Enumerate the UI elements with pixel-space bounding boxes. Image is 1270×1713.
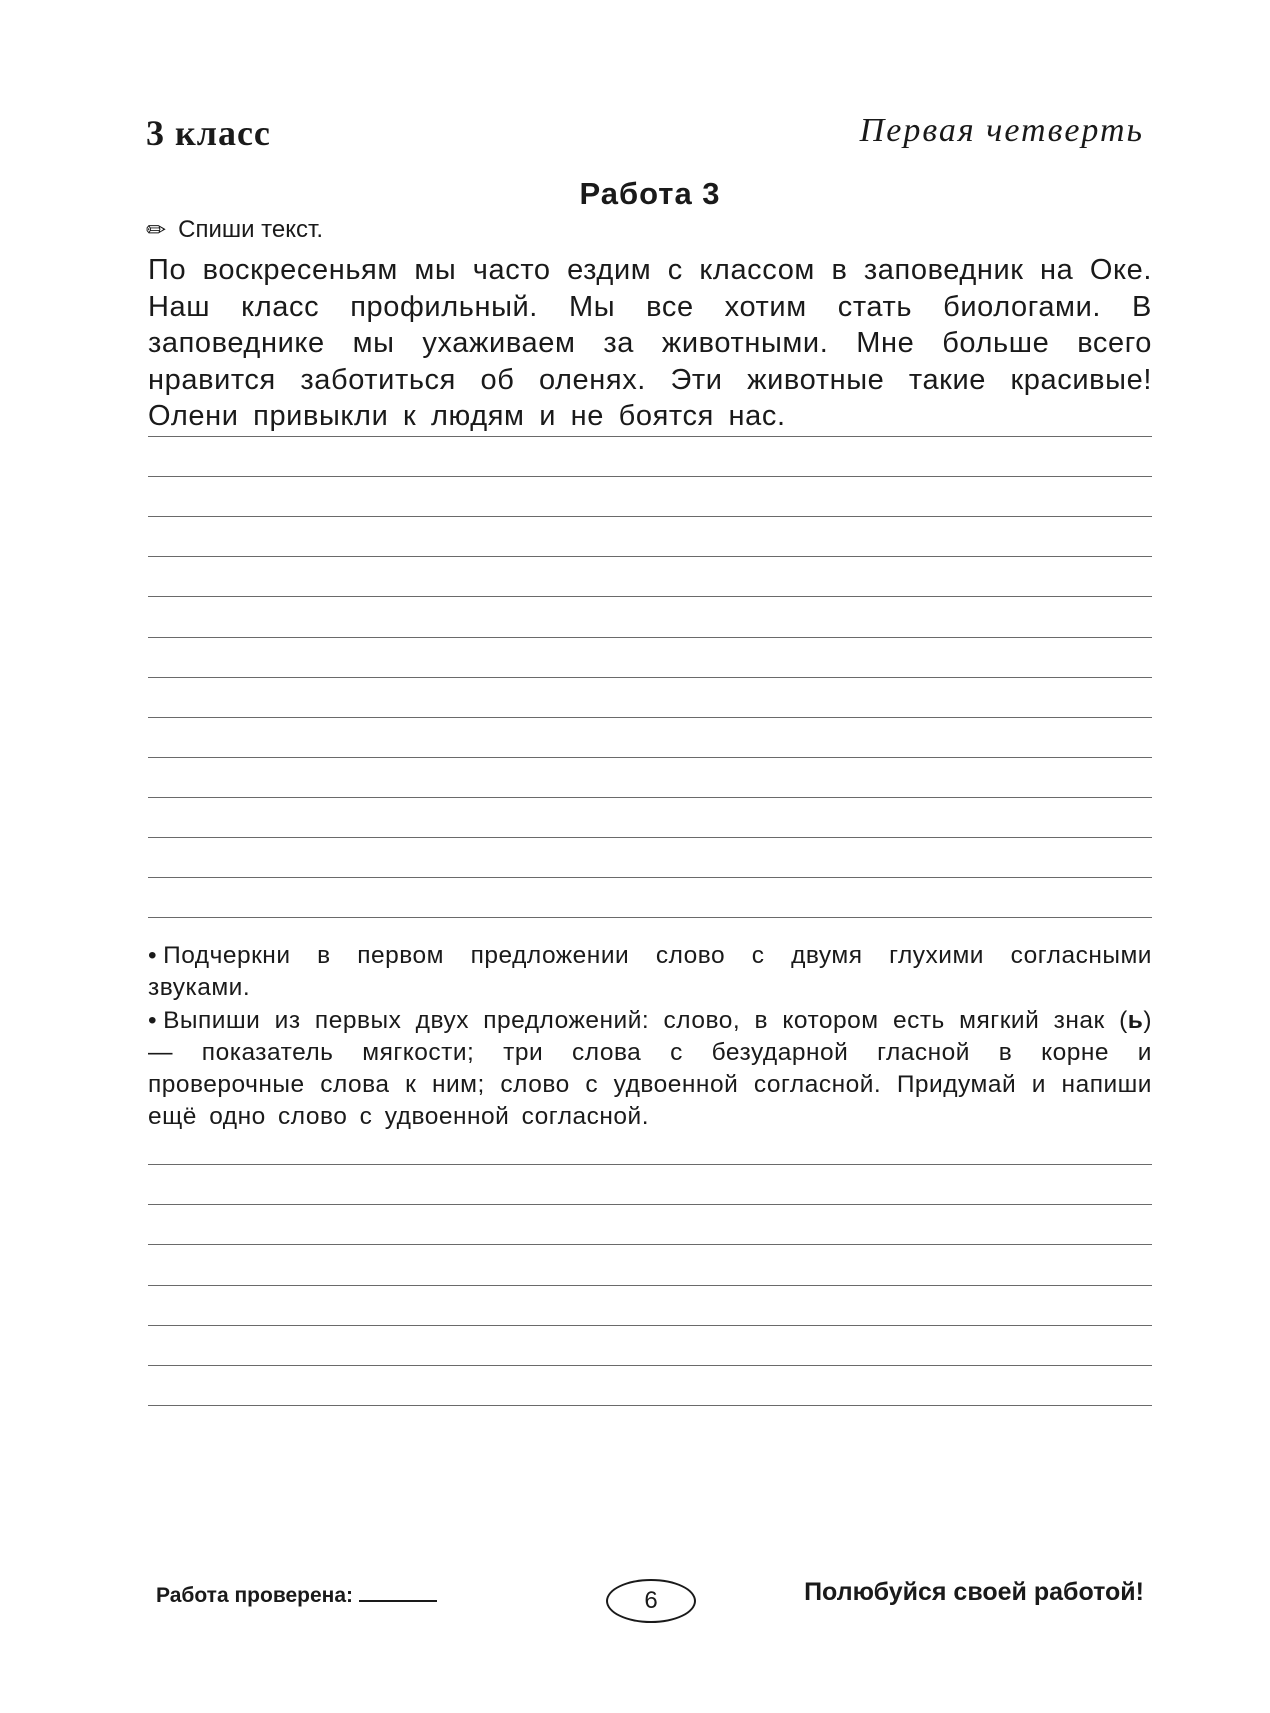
writing-line[interactable] (148, 757, 1152, 758)
pencil-icon: ✏ (146, 216, 167, 244)
bullet-mark: • (148, 1007, 158, 1034)
writing-line[interactable] (148, 596, 1152, 597)
writing-line[interactable] (148, 1325, 1152, 1326)
writing-line[interactable] (148, 1405, 1152, 1406)
writing-line[interactable] (148, 476, 1152, 477)
bullet-mark: • (148, 942, 158, 969)
writing-line[interactable] (148, 717, 1152, 718)
work-checked (156, 1582, 437, 1608)
task-1-text: Подчеркни в первом предложении слово с двумя глухими согласными звуками. (148, 942, 1152, 1001)
writing-line[interactable] (148, 1365, 1152, 1366)
instruction-text: Спиши текст. (178, 216, 324, 243)
writing-line[interactable] (148, 1204, 1152, 1205)
work-checked-label: Работа проверена: (156, 1584, 353, 1607)
checked-blank-field[interactable] (359, 1582, 437, 1602)
quarter-label: Первая четверть (859, 112, 1144, 149)
writing-line[interactable] (148, 797, 1152, 798)
page-number-oval (606, 1579, 696, 1623)
writing-line[interactable] (148, 1244, 1152, 1245)
writing-lines-answer[interactable] (148, 1164, 1152, 1408)
writing-line[interactable] (148, 436, 1152, 437)
writing-line[interactable] (148, 1164, 1152, 1165)
writing-line[interactable] (148, 1285, 1152, 1286)
page-number: 6 (644, 1587, 658, 1614)
task-2-text-part1: Выпиши из первых двух предложений: слово, в котором есть мягкий знак ( (163, 1007, 1128, 1034)
instruction (146, 216, 323, 244)
writing-line[interactable] (148, 837, 1152, 838)
motto-text: Полюбуйся своей работой! (804, 1578, 1144, 1606)
writing-line[interactable] (148, 637, 1152, 638)
writing-line[interactable] (148, 677, 1152, 678)
writing-line[interactable] (148, 516, 1152, 517)
soft-sign-letter: ь (1127, 1007, 1144, 1034)
work-title: Работа 3 (579, 176, 721, 211)
passage-text: По воскресеньям мы часто ездим с классом в заповедник на Оке. Наш класс профильный. Мы все хотим стать биологами. В заповеднике мы ухаживаем за животными. Мне больше всего нравится заботиться об оленях. Эти животные такие красивые! Олени привыкли к людям и не боятся нас. (148, 254, 1152, 432)
writing-line[interactable] (148, 877, 1152, 878)
writing-lines-copy[interactable] (148, 436, 1152, 918)
task-2 (148, 1005, 1152, 1133)
grade-label: 3 класс (146, 113, 271, 153)
task-2-text-part2: ) — показатель мягкости; три слова с безударной гласной в корне и проверочные слова к ним; слово с удвоенной согласной. Придумай и напиши ещё одно слово с удвоенной согласной. (148, 1007, 1152, 1130)
task-1 (148, 940, 1152, 1004)
writing-line[interactable] (148, 917, 1152, 918)
writing-line[interactable] (148, 556, 1152, 557)
